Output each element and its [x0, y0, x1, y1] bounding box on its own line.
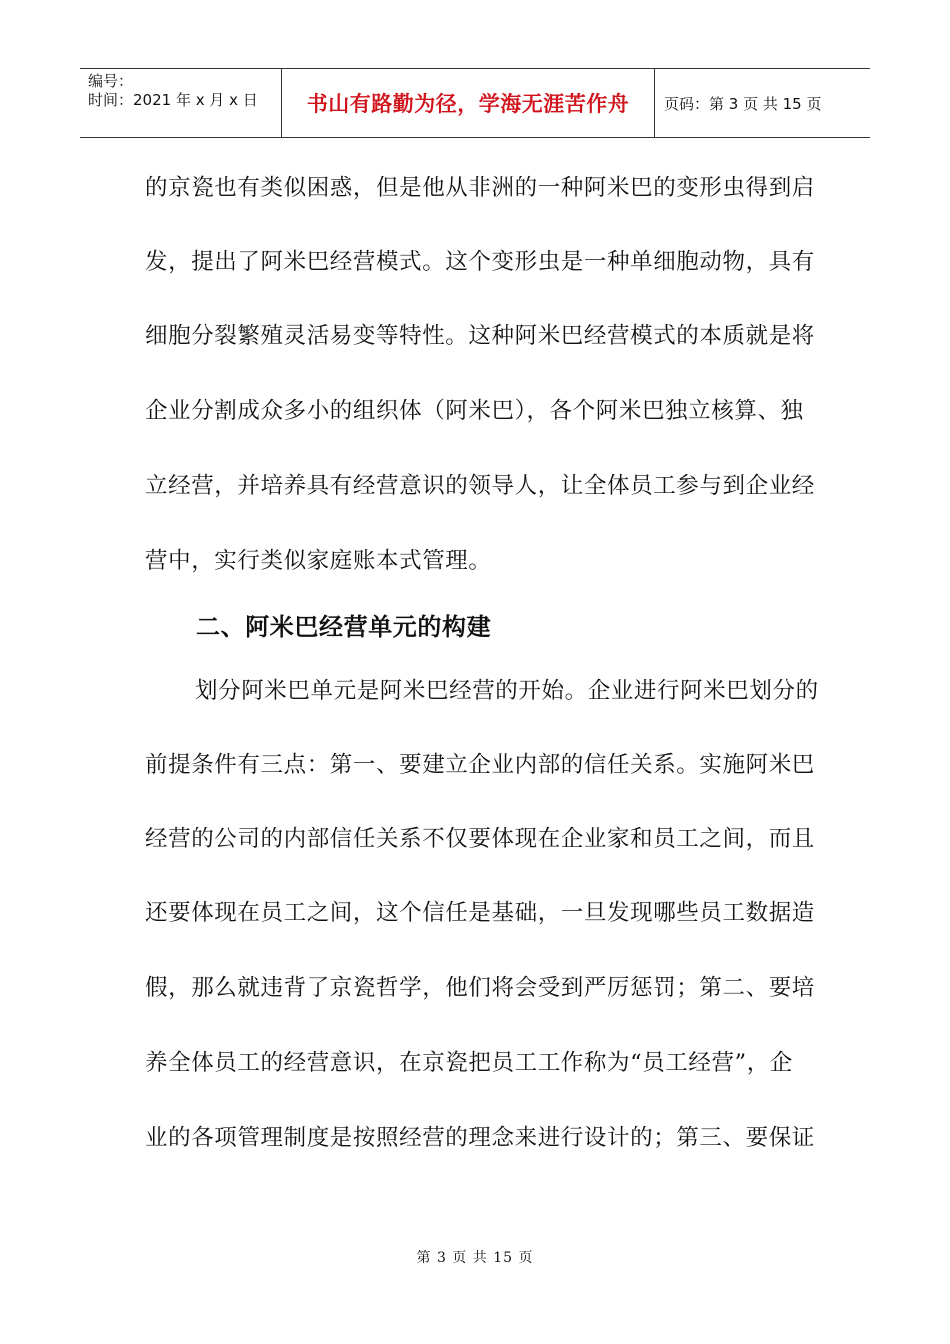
body-line: 假，那么就违背了京瓷哲学，他们将会受到严厉惩罚；第二、要培	[145, 975, 815, 1001]
body-line: 的京瓷也有类似困惑，但是他从非洲的一种阿米巴的变形虫得到启	[145, 175, 815, 201]
header-motto: 书山有路勤为径，学海无涯苦作舟	[282, 69, 655, 137]
body-line: 还要体现在员工之间，这个信任是基础，一旦发现哪些员工数据造	[145, 900, 815, 926]
body-line: 前提条件有三点：第一、要建立企业内部的信任关系。实施阿米巴	[145, 752, 815, 778]
body-line: 划分阿米巴单元是阿米巴经营的开始。企业进行阿米巴划分的	[195, 678, 819, 704]
serial-label: 编号：	[88, 72, 134, 90]
body-line: 营中，实行类似家庭账本式管理。	[145, 548, 492, 574]
section-heading: 二、阿米巴经营单元的构建	[196, 613, 492, 641]
body-line: 立经营，并培养具有经营意识的领导人，让全体员工参与到企业经	[145, 473, 815, 499]
header-meta	[80, 69, 282, 137]
header-page-info: 页码：第 3 页 共 15 页	[664, 94, 822, 113]
time-label: 时间：2021 年 x 月 x 日	[88, 91, 258, 109]
document-header	[80, 68, 870, 138]
body-line: 经营的公司的内部信任关系不仅要体现在企业家和员工之间，而且	[145, 826, 815, 852]
body-line: 细胞分裂繁殖灵活易变等特性。这种阿米巴经营模式的本质就是将	[145, 323, 815, 349]
body-line: 企业分割成众多小的组织体（阿米巴），各个阿米巴独立核算、独	[145, 398, 804, 424]
body-line: 发，提出了阿米巴经营模式。这个变形虫是一种单细胞动物，具有	[145, 249, 815, 275]
body-line: 养全体员工的经营意识，在京瓷把员工工作称为“员工经营”，企	[145, 1050, 793, 1076]
body-line: 业的各项管理制度是按照经营的理念来进行设计的；第三、要保证	[145, 1125, 815, 1151]
page-footer: 第 3 页 共 15 页	[416, 1250, 534, 1266]
